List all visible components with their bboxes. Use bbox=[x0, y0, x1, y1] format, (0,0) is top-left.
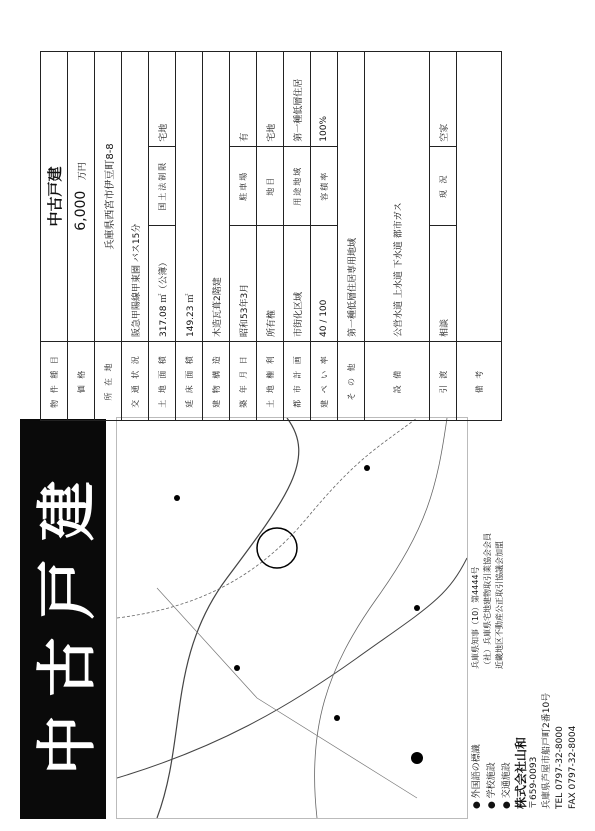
traffic-label: 交 通 状 況 bbox=[122, 342, 149, 421]
license-line: 兵庫県知事（10）第4444号 bbox=[471, 566, 480, 669]
location-map bbox=[116, 417, 468, 819]
col-d-label: 容積率 bbox=[311, 146, 338, 225]
handover-label: 引 渡 bbox=[430, 342, 457, 421]
price-cell bbox=[68, 52, 95, 342]
spec-table-wrap bbox=[40, 51, 484, 421]
handover-value: 相談 bbox=[430, 225, 457, 341]
col-d-value: 100% bbox=[311, 52, 338, 147]
fax-label: FAX bbox=[568, 792, 578, 809]
legend-item: ● 学校施設 bbox=[487, 762, 497, 809]
title-banner: 中古戸建 bbox=[20, 419, 106, 819]
fax-number: 0797-32-8004 bbox=[568, 725, 578, 790]
land-area-label: 土 地 面 積 bbox=[149, 342, 176, 421]
license-line: 近畿地区不動産公正取引協議会加盟 bbox=[495, 541, 504, 669]
current-label: 現 況 bbox=[430, 146, 457, 225]
license-notes bbox=[470, 533, 506, 669]
coverage-value: 40 / 100 bbox=[311, 225, 338, 341]
price-value: 6,000 bbox=[73, 190, 89, 231]
current-value: 空家 bbox=[430, 52, 457, 147]
tel-label: TEL bbox=[555, 792, 565, 809]
traffic-value: 阪急甲陽線甲東園 バス15分 bbox=[122, 52, 149, 342]
map-legend bbox=[470, 744, 515, 809]
price-unit: 万円 bbox=[78, 162, 88, 181]
price-label: 価 格 bbox=[68, 342, 95, 421]
facility-value: 公営水道 上水道 下水道 都市ガス bbox=[365, 52, 430, 342]
col-c-value: 第一種低層住居 bbox=[284, 52, 311, 147]
col-b-label: 地目 bbox=[257, 146, 284, 225]
land-area-cell bbox=[149, 225, 176, 341]
company-address: 兵庫県芦屋市船戸町2番10号 bbox=[542, 692, 552, 809]
building-area-unit: ㎡ bbox=[185, 293, 196, 303]
legend-item: ● 外国語の標識 bbox=[472, 744, 482, 809]
other-value: 第一種低層住居専用地域 bbox=[338, 52, 365, 342]
company-zip: 〒659-0093 bbox=[529, 756, 539, 809]
license-line: （社）兵庫県宅地建物取引業協会会員 bbox=[483, 533, 492, 669]
legend-item: ● 交通施設 bbox=[502, 762, 512, 809]
built-value: 昭和53年3月 bbox=[230, 225, 257, 341]
remarks-label: 備 考 bbox=[457, 342, 502, 421]
rights-value: 所有権 bbox=[257, 225, 284, 341]
structure-value: 木造瓦葺2階建 bbox=[203, 52, 230, 342]
location-label: 所 在 地 bbox=[95, 342, 122, 421]
category-value: 中古戸建 bbox=[41, 52, 68, 342]
col-c-label: 用途地域 bbox=[284, 146, 311, 225]
col-a-value: 有 bbox=[230, 52, 257, 147]
built-label: 築 年 月 日 bbox=[230, 342, 257, 421]
structure-label: 建 物 構 造 bbox=[203, 342, 230, 421]
zoning-label: 都 市 計 画 bbox=[284, 342, 311, 421]
left-panel bbox=[20, 419, 580, 819]
rights-label: 土 地 権 利 bbox=[257, 342, 284, 421]
tel-number: 0797-32-8000 bbox=[555, 726, 565, 790]
building-area-cell bbox=[176, 52, 203, 342]
coverage-label: 建 ぺ い 率 bbox=[311, 342, 338, 421]
building-area-label: 延 床 面 積 bbox=[176, 342, 203, 421]
facility-label: 設 備 bbox=[365, 342, 430, 421]
col-a-label: 駐車場 bbox=[230, 146, 257, 225]
land-area-value: 317.08 bbox=[158, 305, 169, 337]
address-value: 兵庫県西宮市伊豆町8-8 bbox=[95, 52, 122, 342]
land-type-label: 国土法制限 bbox=[149, 146, 176, 225]
land-type-value: 宅地 bbox=[149, 52, 176, 147]
remarks-value bbox=[457, 52, 502, 342]
spec-table bbox=[40, 51, 502, 421]
company-info bbox=[515, 693, 580, 809]
col-b-value: 宅地 bbox=[257, 52, 284, 147]
company-name: 株式会社山和 bbox=[514, 736, 528, 809]
other-label: そ の 他 bbox=[338, 342, 365, 421]
type-label: 物 件 種 目 bbox=[41, 342, 68, 421]
building-area-value: 149.23 bbox=[185, 305, 196, 337]
zoning-value: 市街化区域 bbox=[284, 225, 311, 341]
land-area-unit: ㎡（公簿） bbox=[158, 257, 169, 303]
